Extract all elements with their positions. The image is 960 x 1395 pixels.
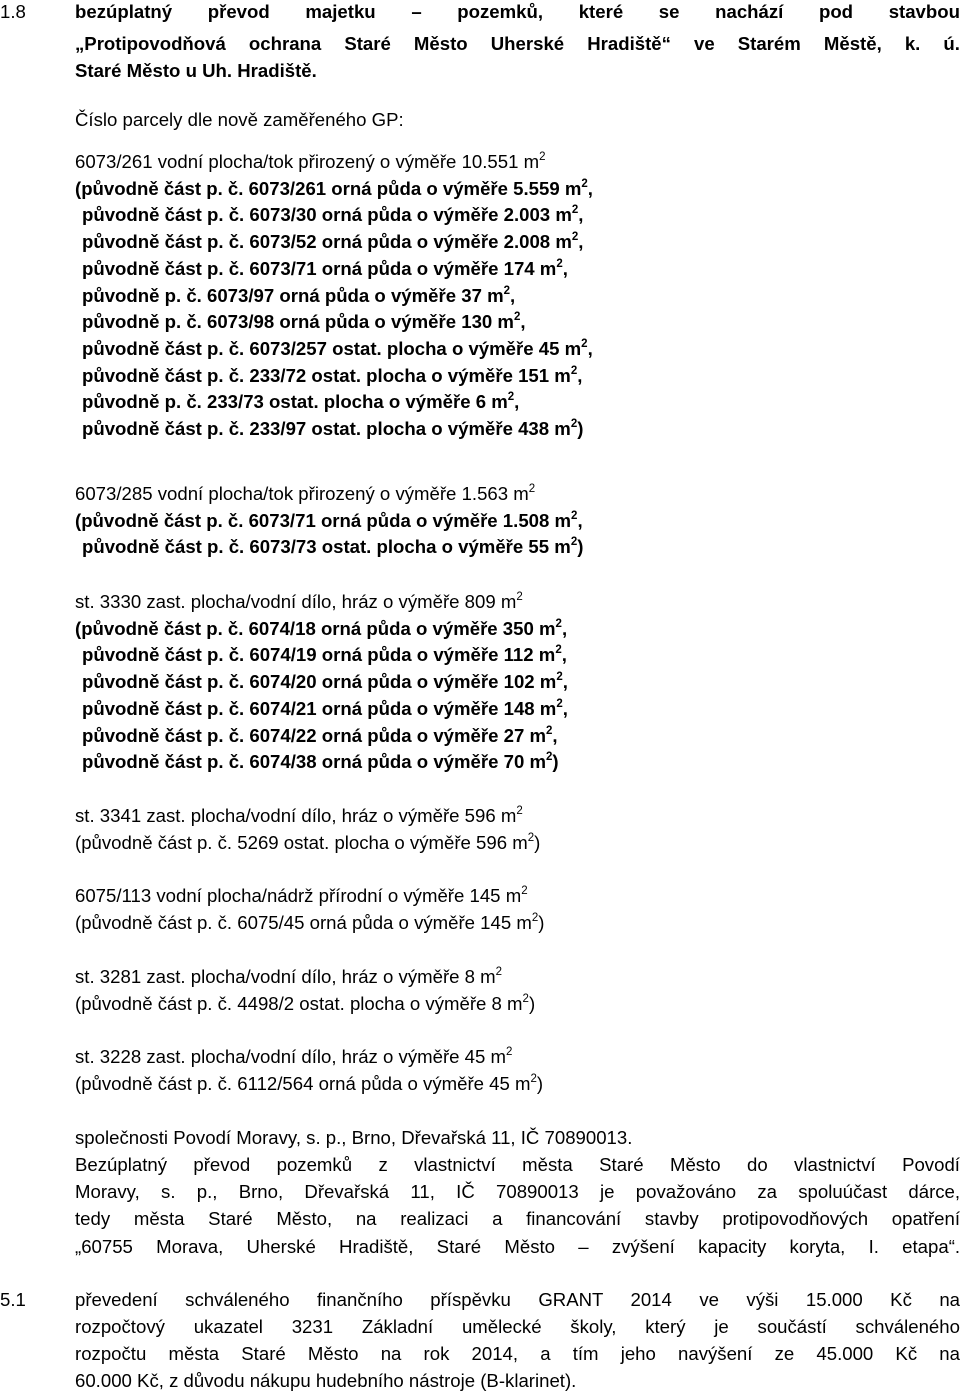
- parcel-line: [82, 313, 526, 332]
- word: města: [168, 1343, 220, 1364]
- superscript: 2: [555, 644, 562, 656]
- line-suffix: ,: [561, 618, 568, 639]
- word: k.: [904, 33, 921, 54]
- superscript: 2: [556, 671, 563, 683]
- line-suffix: ): [528, 993, 536, 1014]
- line-suffix: ): [552, 751, 559, 772]
- line-suffix: ,: [514, 391, 520, 412]
- superscript: 2: [507, 391, 515, 403]
- word: Město: [307, 1343, 359, 1364]
- line-suffix: ,: [578, 204, 584, 225]
- parcel-line: [75, 620, 567, 639]
- word: a: [540, 1343, 551, 1364]
- line-suffix: ): [577, 536, 584, 557]
- word: za: [757, 1181, 777, 1202]
- superscript: 2: [530, 1073, 537, 1085]
- parcel-line: [82, 260, 568, 279]
- word: IČ: [456, 1181, 475, 1202]
- word: 2014,: [471, 1343, 519, 1364]
- word: 3231: [291, 1316, 334, 1337]
- line-text: (původně část p. č. 4498/2 ostat. plocha o výměře 8 m: [75, 993, 523, 1014]
- word: tím: [572, 1343, 599, 1364]
- superscript: 2: [528, 483, 536, 495]
- word: Uherské: [490, 33, 565, 54]
- parcel-line: [75, 593, 523, 612]
- word: majetku: [305, 1, 376, 22]
- superscript: 2: [571, 231, 579, 243]
- line-suffix: ,: [562, 698, 568, 719]
- word: finančního: [317, 1289, 403, 1310]
- parcel-line: [82, 340, 593, 359]
- section-number: [0, 3, 26, 22]
- word: p.,: [196, 1181, 218, 1202]
- word: –: [578, 1236, 589, 1257]
- closing-text: společnosti Povodí Moravy, s. p., Brno, Dřevařská 11, IČ 70890013.: [75, 1127, 633, 1148]
- line-text: 6073/285 vodní plocha/tok přirozený o výměře 1.563 m: [75, 483, 529, 504]
- line-suffix: ,: [578, 231, 584, 252]
- word: bezúplatný: [75, 1, 173, 22]
- word: GRANT: [538, 1289, 604, 1310]
- word: navýšení: [678, 1343, 753, 1364]
- parcel-intro: [75, 111, 404, 130]
- word: dárce,: [908, 1181, 960, 1202]
- word: výši: [746, 1289, 779, 1310]
- line-text: původně část p. č. 233/72 ostat. plocha o výměře 151 m: [82, 365, 571, 386]
- word: 45.000: [816, 1343, 874, 1364]
- word: realizaci: [400, 1208, 469, 1229]
- superscript: 2: [522, 993, 529, 1005]
- line-suffix: ,: [587, 178, 593, 199]
- word: na: [380, 1343, 402, 1364]
- parcel-line: [75, 995, 535, 1014]
- word: pozemků: [276, 1154, 353, 1175]
- word: opatření: [891, 1208, 960, 1229]
- superscript: 2: [516, 805, 523, 817]
- parcel-line: [75, 153, 546, 172]
- word: se: [658, 1, 680, 22]
- line-suffix: ,: [520, 311, 526, 332]
- word: převod: [193, 1154, 251, 1175]
- superscript: 2: [570, 536, 578, 548]
- word: spoluúčast: [798, 1181, 888, 1202]
- superscript: 2: [495, 966, 503, 978]
- parcel-line: [82, 673, 568, 692]
- word: 70890013: [496, 1181, 579, 1202]
- word: tedy: [75, 1208, 111, 1229]
- superscript: 2: [581, 338, 588, 350]
- line-suffix: ): [534, 832, 541, 853]
- word: součástí: [757, 1316, 827, 1337]
- word: Město,: [276, 1208, 333, 1229]
- parcel-line: [82, 393, 519, 412]
- superscript: 2: [513, 311, 521, 323]
- word: koryta,: [789, 1236, 846, 1257]
- parcel-line: [75, 180, 593, 199]
- line-suffix: ,: [562, 258, 568, 279]
- superscript: 2: [555, 618, 562, 630]
- word: protipovodňových: [722, 1208, 869, 1229]
- word: Kč: [895, 1343, 918, 1364]
- word: I.: [868, 1236, 879, 1257]
- word: Městě,: [823, 33, 882, 54]
- parcel-line: [82, 727, 558, 746]
- word: je: [600, 1181, 615, 1202]
- superscript: 2: [527, 832, 535, 844]
- parcel-line: [82, 646, 567, 665]
- line-suffix: ,: [577, 510, 583, 531]
- word: je: [714, 1316, 729, 1337]
- parcel-line: [75, 485, 535, 504]
- line-text: 6073/261 vodní plocha/tok přirozený o výměře 10.551 m: [75, 151, 540, 172]
- resolution-line: [75, 1372, 576, 1391]
- word: s.: [161, 1181, 176, 1202]
- closing-line: [75, 1129, 632, 1148]
- line-suffix: ): [538, 912, 545, 933]
- heading-line: [75, 3, 960, 22]
- word: které: [578, 1, 624, 22]
- resolution-text: 60.000 Kč, z důvodu nákupu hudebního nástroje (B-klarinet).: [75, 1370, 577, 1391]
- word: financování: [526, 1208, 622, 1229]
- superscript: 2: [546, 751, 553, 763]
- word: ve: [699, 1289, 719, 1310]
- word: Staré: [208, 1208, 253, 1229]
- word: Město: [669, 1154, 721, 1175]
- superscript: 2: [539, 151, 546, 163]
- line-suffix: ,: [561, 644, 567, 665]
- word: pozemků,: [457, 1, 544, 22]
- section-number: [0, 1291, 26, 1310]
- word: do: [746, 1154, 768, 1175]
- word: školy,: [570, 1316, 617, 1337]
- word: Staré: [344, 33, 391, 54]
- superscript: 2: [556, 258, 563, 270]
- word: Staré: [241, 1343, 286, 1364]
- line-text: st. 3281 zast. plocha/vodní dílo, hráz o výměře 8 m: [75, 966, 496, 987]
- superscript: 2: [581, 178, 588, 190]
- line-suffix: ,: [587, 338, 593, 359]
- word: Staré: [436, 1236, 482, 1257]
- line-text: původně část p. č. 6074/38 orná půda o výměře 70 m: [82, 751, 546, 772]
- line-text: původně p. č. 233/73 ostat. plocha o výměře 6 m: [82, 391, 508, 412]
- word: Dřevařská: [304, 1181, 390, 1202]
- word: vlastnictví: [414, 1154, 496, 1175]
- line-text: (původně část p. č. 6073/261 orná půda o výměře 5.559 m: [75, 178, 582, 199]
- line-text: původně část p. č. 6074/20 orná půda o výměře 102 m: [82, 671, 557, 692]
- section-number-text: 1.8: [0, 1, 26, 22]
- word: zvýšení: [611, 1236, 675, 1257]
- superscript: 2: [546, 725, 553, 737]
- line-text: původně část p. č. 6074/19 orná půda o výměře 112 m: [82, 644, 556, 665]
- superscript: 2: [516, 591, 523, 603]
- word: města: [522, 1154, 573, 1175]
- heading-line: [75, 62, 317, 81]
- word: z: [378, 1154, 388, 1175]
- word: Kč: [890, 1289, 912, 1310]
- word: pod: [818, 1, 854, 22]
- parcel-line: [75, 914, 544, 933]
- parcel-line: [75, 807, 523, 826]
- word: který: [645, 1316, 686, 1337]
- parcel-line: [82, 753, 559, 772]
- resolution-line: [75, 1318, 960, 1337]
- line-suffix: ,: [510, 285, 516, 306]
- line-text: původně část p. č. 6073/30 orná půda o výměře 2.003 m: [82, 204, 572, 225]
- line-text: (původně část p. č. 6112/564 orná půda o výměře 45 m: [75, 1073, 531, 1094]
- closing-line: [75, 1210, 960, 1229]
- word: Hradiště“: [587, 33, 671, 54]
- word: na: [355, 1208, 377, 1229]
- word: Bezúplatný: [75, 1154, 167, 1175]
- line-text: původně část p. č. 6073/73 ostat. plocha o výměře 55 m: [82, 536, 571, 557]
- word: Hradiště,: [339, 1236, 414, 1257]
- line-suffix: ): [577, 418, 584, 439]
- superscript: 2: [571, 510, 578, 522]
- parcel-line: [82, 233, 583, 252]
- word: „Protipovodňová: [75, 33, 226, 54]
- word: převod: [207, 1, 270, 22]
- line-suffix: ,: [562, 671, 568, 692]
- word: ze: [774, 1343, 795, 1364]
- word: ochrana: [248, 33, 322, 54]
- line-text: 6075/113 vodní plocha/nádrž přírodní o výměře 145 m: [75, 885, 522, 906]
- superscript: 2: [571, 204, 579, 216]
- closing-line: [75, 1183, 960, 1202]
- superscript: 2: [556, 698, 563, 710]
- word: Základní: [361, 1316, 434, 1337]
- superscript: 2: [531, 912, 539, 924]
- word: rozpočtový: [75, 1316, 165, 1337]
- closing-line: [75, 1156, 960, 1175]
- parcel-intro-text: Číslo parcely dle nově zaměřeného GP:: [75, 109, 404, 130]
- line-text: původně část p. č. 6074/22 orná půda o výměře 27 m: [82, 725, 546, 746]
- parcel-line: [75, 512, 583, 531]
- word: Město: [413, 33, 468, 54]
- word: města: [133, 1208, 185, 1229]
- resolution-line: [75, 1291, 960, 1310]
- word: příspěvku: [430, 1289, 511, 1310]
- superscript: 2: [521, 885, 528, 897]
- parcel-line: [75, 1075, 543, 1094]
- line-text: původně část p. č. 6074/21 orná půda o výměře 148 m: [82, 698, 557, 719]
- word: na: [939, 1289, 960, 1310]
- superscript: 2: [570, 365, 578, 377]
- closing-line: [75, 1238, 960, 1257]
- word: 15.000: [805, 1289, 863, 1310]
- line-text: původně část p. č. 6073/52 orná půda o výměře 2.008 m: [82, 231, 572, 252]
- line-text: st. 3341 zast. plocha/vodní dílo, hráz o výměře 596 m: [75, 805, 517, 826]
- superscript: 2: [503, 285, 511, 297]
- superscript: 2: [570, 418, 578, 430]
- line-text: st. 3228 zast. plocha/vodní dílo, hráz o výměře 45 m: [75, 1046, 506, 1067]
- word: považováno: [635, 1181, 737, 1202]
- line-text: (původně část p. č. 6074/18 orná půda o výměře 350 m: [75, 618, 556, 639]
- word: ukazatel: [193, 1316, 263, 1337]
- word: Starém: [737, 33, 801, 54]
- line-text: (původně část p. č. 5269 ostat. plocha o výměře 596 m: [75, 832, 528, 853]
- word: ve: [693, 33, 715, 54]
- parcel-line: [82, 367, 582, 386]
- word: převedení: [75, 1289, 158, 1310]
- line-suffix: ,: [552, 725, 558, 746]
- word: rok: [423, 1343, 450, 1364]
- line-text: st. 3330 zast. plocha/vodní dílo, hráz o výměře 809 m: [75, 591, 517, 612]
- word: etapa“.: [902, 1236, 960, 1257]
- word: Morava,: [156, 1236, 224, 1257]
- word: stavby: [644, 1208, 699, 1229]
- line-suffix: ,: [577, 365, 583, 386]
- parcel-line: [75, 1048, 512, 1067]
- parcel-line: [75, 887, 528, 906]
- parcel-line: [82, 538, 583, 557]
- word: vlastnictví: [794, 1154, 876, 1175]
- line-text: původně p. č. 6073/98 orná půda o výměře 130 m: [82, 311, 514, 332]
- superscript: 2: [505, 1046, 513, 1058]
- word: schváleného: [185, 1289, 290, 1310]
- line-text: (původně část p. č. 6075/45 orná půda o výměře 145 m: [75, 912, 532, 933]
- word: Povodí: [902, 1154, 960, 1175]
- word: Staré: [599, 1154, 644, 1175]
- line-text: původně p. č. 6073/97 orná půda o výměře 37 m: [82, 285, 504, 306]
- word: Město: [504, 1236, 555, 1257]
- parcel-line: [82, 700, 568, 719]
- word: Moravy,: [75, 1181, 140, 1202]
- line-text: původně část p. č. 233/97 ostat. plocha o výměře 438 m: [82, 418, 571, 439]
- parcel-line: [82, 206, 583, 225]
- heading-text: Staré Město u Uh. Hradiště.: [75, 60, 317, 81]
- resolution-line: [75, 1345, 960, 1364]
- word: a: [492, 1208, 503, 1229]
- word: Brno,: [238, 1181, 284, 1202]
- word: stavbou: [888, 1, 960, 22]
- word: rozpočtu: [75, 1343, 147, 1364]
- parcel-line: [75, 968, 502, 987]
- word: nachází: [715, 1, 784, 22]
- parcel-line: [75, 834, 540, 853]
- word: kapacity: [698, 1236, 767, 1257]
- word: 11,: [410, 1181, 435, 1202]
- word: 2014: [630, 1289, 672, 1310]
- word: ú.: [943, 33, 960, 54]
- section-number-text: 5.1: [0, 1289, 26, 1310]
- word: schváleného: [855, 1316, 960, 1337]
- line-text: (původně část p. č. 6073/71 orná půda o výměře 1.508 m: [75, 510, 572, 531]
- word: „60755: [75, 1236, 133, 1257]
- line-text: původně část p. č. 6073/71 orná půda o výměře 174 m: [82, 258, 557, 279]
- word: na: [939, 1343, 960, 1364]
- word: Uherské: [246, 1236, 316, 1257]
- line-suffix: ): [536, 1073, 544, 1094]
- heading-line: [75, 35, 960, 54]
- line-text: původně část p. č. 6073/257 ostat. plocha o výměře 45 m: [82, 338, 582, 359]
- word: umělecké: [461, 1316, 542, 1337]
- word: jeho: [620, 1343, 656, 1364]
- parcel-line: [82, 287, 515, 306]
- parcel-line: [82, 420, 583, 439]
- word: –: [411, 1, 422, 22]
